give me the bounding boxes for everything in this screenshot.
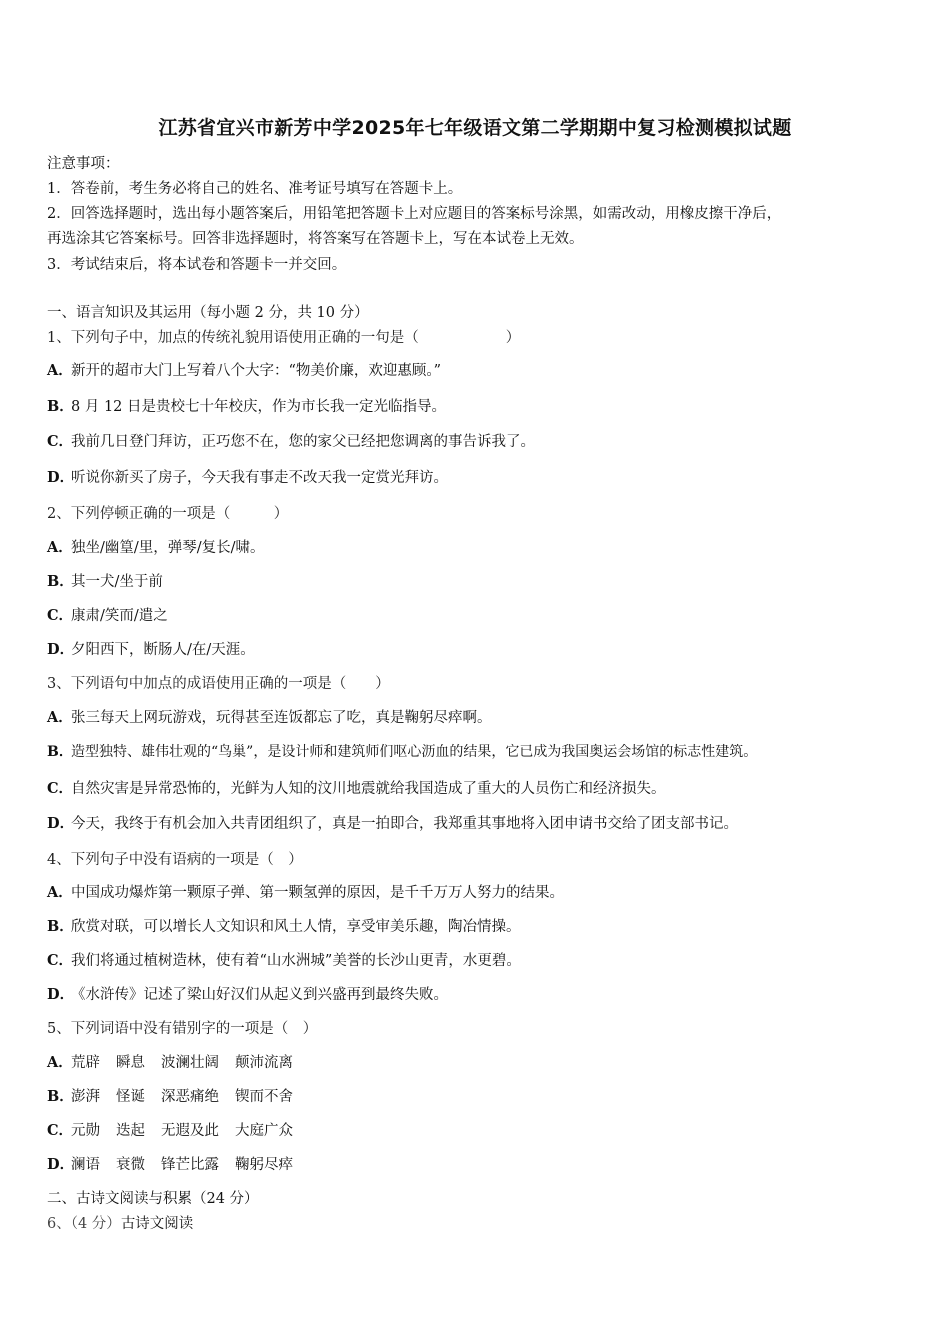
option-letter: D．	[47, 1156, 75, 1173]
word: 波澜壮阔	[161, 1055, 219, 1071]
page-title: 江苏省宜兴市新芳中学2025年七年级语文第二学期期中复习检测模拟试题	[158, 117, 792, 139]
question-2-option-c	[47, 604, 168, 625]
question-4-option-d	[47, 983, 448, 1004]
option-letter: B．	[47, 1088, 74, 1105]
question-4-option-a	[47, 881, 564, 902]
option-text: 其一犬/坐于前	[71, 574, 163, 590]
question-5-option-b	[47, 1085, 309, 1106]
section-1-heading: 一、语言知识及其运用（每小题 2 分，共 10 分）	[47, 305, 369, 321]
question-6-prefix: 6、（4 分）	[47, 1216, 121, 1232]
word: 怪诞	[116, 1089, 145, 1105]
question-1-stem: 1、下列句子中，加点的传统礼貌用语使用正确的一句是（ ）	[47, 330, 521, 346]
option-text: 自然灾害是异常恐怖的，光鲜为人知的汶川地震就给我国造成了重大的人员伤亡和经济损失。	[71, 781, 666, 797]
notice-item-1: 1．答卷前，考生务必将自己的姓名、准考证号填写在答题卡上。	[47, 181, 463, 197]
question-6-text: 古诗文阅读	[120, 1216, 194, 1232]
word: 锋芒比露	[161, 1157, 219, 1173]
question-5-option-c	[47, 1119, 309, 1140]
option-letter: C．	[47, 1122, 74, 1139]
option-letter: C．	[47, 952, 74, 969]
question-5-option-a	[47, 1051, 309, 1072]
word: 迭起	[116, 1123, 145, 1139]
question-2-stem: 2、下列停顿正确的一项是（ ）	[47, 506, 289, 522]
question-2-option-d	[47, 638, 255, 659]
word: 锲而不舍	[235, 1089, 293, 1105]
notice-item-2: 2．回答选择题时，选出每小题答案后，用铅笔把答题卡上对应题目的答案标号涂黑，如需改动，用橡皮擦干净后，	[47, 206, 782, 222]
question-1-option-c	[47, 430, 535, 451]
option-letter: A．	[47, 539, 73, 556]
option-text: 康肃/笑而/遣之	[71, 608, 168, 624]
word: 澎湃	[71, 1089, 100, 1105]
question-3-option-b	[47, 741, 757, 761]
option-letter: B．	[47, 744, 73, 760]
question-1-option-d	[47, 466, 448, 487]
notice-heading: 注意事项：	[47, 156, 120, 172]
question-4-option-c	[47, 949, 521, 970]
question-3-option-c	[47, 777, 666, 798]
option-text: 中国成功爆炸第一颗原子弹、第一颗氢弹的原因，是千千万万人努力的结果。	[71, 885, 564, 901]
option-text: 造型独特、雄伟壮观的“鸟巢”，是设计师和建筑师们呕心沥血的结果，它已成为我国奥运会场馆的标志性建筑。	[71, 744, 758, 760]
option-text: 听说你新买了房子，今天我有事走不改天我一定赏光拜访。	[71, 470, 448, 486]
option-letter: D．	[47, 815, 75, 832]
question-4-option-b	[47, 915, 521, 936]
word: 无遐及此	[161, 1123, 219, 1139]
word: 瞬息	[116, 1055, 145, 1071]
word: 鞠躬尽瘁	[235, 1157, 293, 1173]
option-letter: D．	[47, 986, 75, 1003]
notice-item-2-cont: 再选涂其它答案标号。回答非选择题时，将答案写在答题卡上，写在本试卷上无效。	[47, 231, 584, 247]
option-text: 我们将通过植树造林，使有着“山水洲城”美誉的长沙山更青，水更碧。	[71, 953, 521, 969]
word: 大庭广众	[235, 1123, 293, 1139]
question-1-option-a	[47, 359, 441, 380]
question-6-stem	[47, 1212, 193, 1233]
section-2-heading: 二、古诗文阅读与积累（24 分）	[47, 1191, 259, 1207]
option-text: 我前几日登门拜访，正巧您不在，您的家父已经把您调离的事告诉我了。	[71, 434, 535, 450]
option-letter: B．	[47, 918, 74, 935]
option-letter: A．	[47, 884, 73, 901]
question-3-stem: 3、下列语句中加点的成语使用正确的一项是（ ）	[47, 676, 390, 692]
question-3-option-d	[47, 812, 738, 833]
question-1-option-b	[47, 395, 446, 416]
option-text: 今天，我终于有机会加入共青团组织了，真是一拍即合，我郑重其事地将入团申请书交给了团支部书记。	[71, 816, 738, 832]
option-letter: B．	[47, 573, 74, 590]
option-text: 8 月 12 日是贵校七十年校庆，作为市长我一定光临指导。	[71, 399, 447, 415]
option-letter: C．	[47, 780, 74, 797]
question-5-stem: 5、下列词语中没有错别字的一项是（ ）	[47, 1021, 318, 1037]
option-letter: D．	[47, 469, 75, 486]
word: 颠沛流离	[235, 1055, 293, 1071]
question-2-option-a	[47, 536, 265, 557]
word: 荒辟	[71, 1055, 100, 1071]
word: 澜语	[71, 1157, 100, 1173]
option-letter: A．	[47, 362, 73, 379]
option-letter: A．	[47, 1054, 73, 1071]
option-letter: B．	[47, 398, 74, 415]
option-letter: C．	[47, 433, 74, 450]
option-text: 欣赏对联，可以增长人文知识和风土人情，享受审美乐趣，陶冶情操。	[71, 919, 521, 935]
word: 深恶痛绝	[161, 1089, 219, 1105]
question-3-option-a	[47, 706, 492, 727]
option-letter: D．	[47, 641, 75, 658]
option-letter: A．	[47, 709, 73, 726]
option-text: 夕阳西下，断肠人/在/天涯。	[71, 642, 255, 658]
option-letter: C．	[47, 607, 74, 624]
option-text: 独坐/幽篁/里，弹琴/复长/啸。	[71, 540, 265, 556]
option-text: 新开的超市大门上写着八个大字：“物美价廉，欢迎惠顾。”	[71, 363, 442, 379]
question-4-stem: 4、下列句子中没有语病的一项是（ ）	[47, 852, 303, 868]
question-5-option-d	[47, 1153, 309, 1174]
option-text: 张三每天上网玩游戏，玩得甚至连饭都忘了吃，真是鞠躬尽瘁啊。	[71, 710, 492, 726]
question-2-option-b	[47, 570, 163, 591]
word: 元勋	[71, 1123, 100, 1139]
word: 衰微	[116, 1157, 145, 1173]
option-text: 《水浒传》记述了梁山好汉们从起义到兴盛再到最终失败。	[71, 987, 448, 1003]
notice-item-3: 3．考试结束后，将本试卷和答题卡一并交回。	[47, 257, 347, 273]
